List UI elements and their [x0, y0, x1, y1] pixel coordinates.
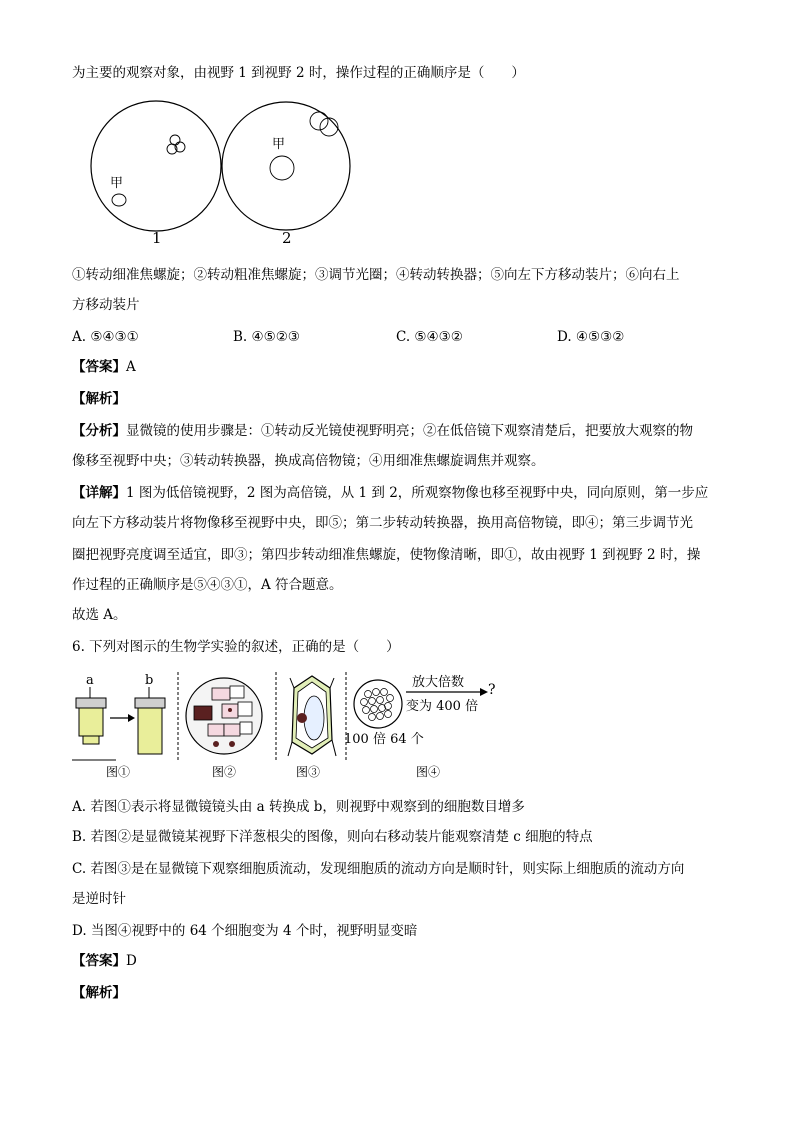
- q5-xiangjie-line-1: [72, 483, 708, 503]
- q6-analysis-tag: 【解析】: [72, 985, 126, 1001]
- root-tip-field-icon: [186, 678, 262, 754]
- caption-fig1: 图①: [106, 765, 131, 779]
- q5-fenxi-line-2: 像移至视野中央；③转动转换器，换成高倍物镜；④用细准焦螺旋调焦并观察。: [72, 453, 545, 469]
- q5-answer-tag: 【答案】: [72, 359, 126, 375]
- fig1-label-b: b: [145, 673, 154, 688]
- field-2-cell-b: [320, 118, 338, 136]
- lens-b-icon: [135, 698, 165, 754]
- fig1-label-a: a: [86, 673, 94, 688]
- field-1-caption: 1: [152, 229, 162, 247]
- q6-stem: 6. 下列对图示的生物学实验的叙述，正确的是（ ）: [72, 639, 400, 655]
- lens-a-icon: [76, 698, 106, 744]
- cell-cluster-icon: [354, 680, 402, 728]
- q5-answer-value: A: [126, 359, 136, 375]
- field-1-cell-a: [170, 135, 180, 145]
- caption-fig2: 图②: [212, 765, 237, 779]
- q5-xiangjie-line-3: 圈把视野亮度调至适宜，即③；第四步转动细准焦螺旋，使物像清晰，即①，故由视野 1 到视野 2 时，操: [72, 547, 701, 563]
- q6-answer-tag: 【答案】: [72, 953, 126, 969]
- q5-option-a: A. ⑤④③①: [72, 329, 139, 345]
- q5-option-d: D. ④⑤③②: [557, 329, 625, 345]
- q5-fenxi-text-1: 显微镜的使用步骤是：①转动反光镜使视野明亮；②在低倍镜下观察清楚后，把要放大观察的物: [126, 423, 693, 439]
- field-2-cell-a: [310, 112, 328, 130]
- plant-cell-icon: [288, 676, 336, 756]
- fig4-question: ?: [488, 682, 496, 698]
- field-2-label-jia: 甲: [272, 137, 286, 152]
- field-2-circle: [222, 102, 350, 230]
- q5-steps-line-2: 方移动装片: [72, 297, 140, 313]
- q6-option-c-line-2: 是逆时针: [72, 891, 126, 907]
- q5-steps-line-1: ①转动细准焦螺旋；②转动粗准焦螺旋；③调节光圈；④转动转换器；⑤向左下方移动装片；⑥向右上: [72, 267, 680, 283]
- q5-option-b: B. ④⑤②③: [233, 329, 300, 345]
- q5-xiangjie-text-1: 1 图为低倍镜视野，2 图为高倍镜，从 1 到 2，所观察物像也移至视野中央，同向原则，第一步应: [126, 485, 709, 501]
- q5-xiangjie-line-4: 作过程的正确顺序是⑤④③①，A 符合题意。: [72, 577, 343, 593]
- q5-fenxi-line-1: [72, 421, 693, 441]
- q5-option-c: C. ⑤④③②: [396, 329, 463, 345]
- q6-answer-value: D: [126, 953, 137, 969]
- q6-answer: [72, 951, 137, 971]
- arrow-right-icon: [110, 714, 135, 722]
- field-2-cell-jia: [270, 156, 294, 180]
- field-2-caption: 2: [282, 229, 292, 247]
- fig4-label-bottom: 变为 400 倍: [406, 699, 479, 714]
- q6-option-a: A. 若图①表示将显微镜镜头由 a 转换成 b，则视野中观察到的细胞数目增多: [72, 799, 525, 815]
- caption-fig4: 图④: [416, 765, 441, 779]
- q5-analysis-tag: 【解析】: [72, 391, 126, 407]
- q5-field-figure: [76, 100, 376, 250]
- q6-option-d: D. 当图④视野中的 64 个细胞变为 4 个时，视野明显变暗: [72, 923, 418, 939]
- fig4-base-label: 100 倍 64 个: [344, 732, 424, 747]
- q6-figure: [72, 668, 512, 780]
- caption-fig3: 图③: [296, 765, 321, 779]
- fig4-label-top: 放大倍数: [412, 675, 465, 690]
- q5-fenxi-tag: 【分析】: [72, 423, 126, 439]
- field-1-label-jia: 甲: [110, 176, 124, 191]
- field-1-cell-jia: [112, 194, 126, 206]
- q5-answer: [72, 357, 136, 377]
- q5-conclusion: 故选 A。: [72, 607, 127, 623]
- q6-option-b: B. 若图②是显微镜某视野下洋葱根尖的图像，则向右移动装片能观察清楚 c 细胞的特点: [72, 829, 593, 845]
- q6-option-c-line-1: C. 若图③是在显微镜下观察细胞质流动，发现细胞质的流动方向是顺时针，则实际上细胞质的流动方向: [72, 861, 685, 877]
- q5-stem-tail: 为主要的观察对象，由视野 1 到视野 2 时，操作过程的正确顺序是（ ）: [72, 65, 525, 81]
- q5-xiangjie-tag: 【详解】: [72, 485, 126, 501]
- q5-xiangjie-line-2: 向左下方移动装片将物像移至视野中央，即⑤；第二步转动转换器，换用高倍物镜，即④；第三步调节光: [72, 515, 693, 531]
- field-1-circle: [91, 101, 221, 231]
